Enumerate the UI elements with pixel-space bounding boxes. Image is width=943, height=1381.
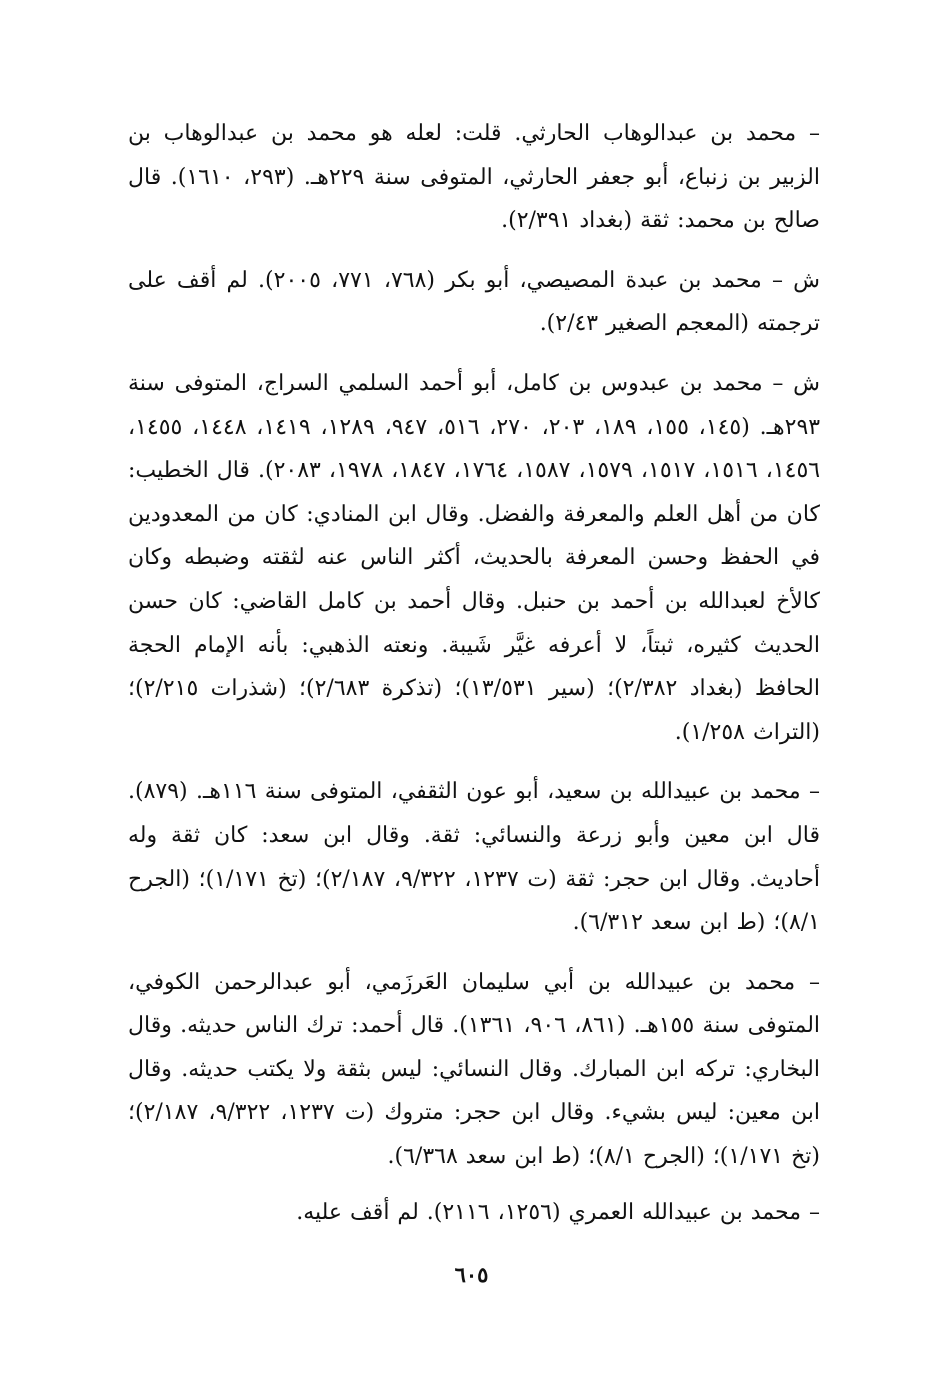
entry-muhammad-ibn-ubaydullah-alumari: – محمد بن عبيدالله العمري (١٢٥٦، ٢١١٦). لم أقف عليه. bbox=[296, 1199, 820, 1225]
page-number: ٦٠٥ bbox=[454, 1262, 489, 1287]
entry-muhammad-ibn-ubaydullah-alarzami: – محمد بن عبيدالله بن أبي سليمان العَرزَمي، أبو عبدالرحمن الكوفي، المتوفى سنة ١٥٥هـ. (٨٦١، ٩٠٦، ١٣٦١). قال أحمد: ترك الناس حديثه. وقال البخاري: تركه ابن المبارك. وقال النسائي: ليس بثقة ولا يكتب حديثه. وقال ابن معين: ليس بشيء. وقال ابن حجر: متروك (ت ١٢٣٧، ٩/٣٢٢، ٢/١٨٧)؛ (تخ ١/١٧١)؛ (الجرح ٨/١)؛ (ط ابن سعد ٦/٣٦٨). bbox=[128, 969, 821, 1170]
entry-muhammad-ibn-ubaydullah-ibn-said: – محمد بن عبيدالله بن سعيد، أبو عون الثقفي، المتوفى سنة ١١٦هـ. (٨٧٩). قال ابن معين وأبو زرعة والنسائي: ثقة. وقال ابن سعد: كان ثقة وله أحاديث. وقال ابن حجر: ثقة (ت ١٢٣٧، ٩/٣٢٢، ٢/١٨٧)؛ (تخ ١/١٧١)؛ (الجرح ٨/١)؛ (ط ابن سعد ٦/٣١٢). bbox=[128, 779, 821, 936]
entries-text-block bbox=[128, 112, 820, 1234]
entry-muhammad-ibn-abdah-almisisi: ش – محمد بن عبدة المصيصي، أبو بكر (٧٦٨، ٧٧١، ٢٠٠٥). لم أقف على ترجمته (المعجم الصغير ٢/٤٣). bbox=[128, 267, 821, 337]
entry-muhammad-ibn-abdus-ibn-kamil: ش – محمد بن عبدوس بن كامل، أبو أحمد السلمي السراج، المتوفى سنة ٢٩٣هـ. (١٤٥، ١٥٥، ١٨٩، ٢٠٣، ٢٧٠، ٥١٦، ٩٤٧، ١٢٨٩، ١٤١٩، ١٤٤٨، ١٤٥٥، ١٤٥٦، ١٥١٦، ١٥١٧، ١٥٧٩، ١٥٨٧، ١٧٦٤، ١٨٤٧، ١٩٧٨، ٢٠٨٣). قال الخطيب: كان من أهل العلم والمعرفة والفضل. وقال ابن المنادي: كان من المعدودين في الحفظ وحسن المعرفة بالحديث، أكثر الناس عنه لثقته وضبطه وكان كالأخ لعبدالله بن أحمد بن حنبل. وقال أحمد بن كامل القاضي: كان حسن الحديث كثيره، ثبتاً، لا أعرفه غيَّر شَيبة. ونعته الذهبي: بأنه الإمام الحجة الحافظ (بغداد ٢/٣٨٢)؛ (سير ١٣/٥٣١)؛ (تذكرة ٢/٦٨٣)؛ (شذرات ٢/٢١٥)؛ (التراث ١/٢٥٨). bbox=[128, 370, 821, 745]
entry-muhammad-ibn-abdulwahhab-alharithi: – محمد بن عبدالوهاب الحارثي. قلت: لعله هو محمد بن عبدالوهاب بن الزبير بن زنباع، أبو جعفر الحارثي، المتوفى سنة ٢٢٩هـ. (٢٩٣، ١٦١٠). قال صالح بن محمد: ثقة (بغداد ٢/٣٩١). bbox=[128, 121, 820, 234]
